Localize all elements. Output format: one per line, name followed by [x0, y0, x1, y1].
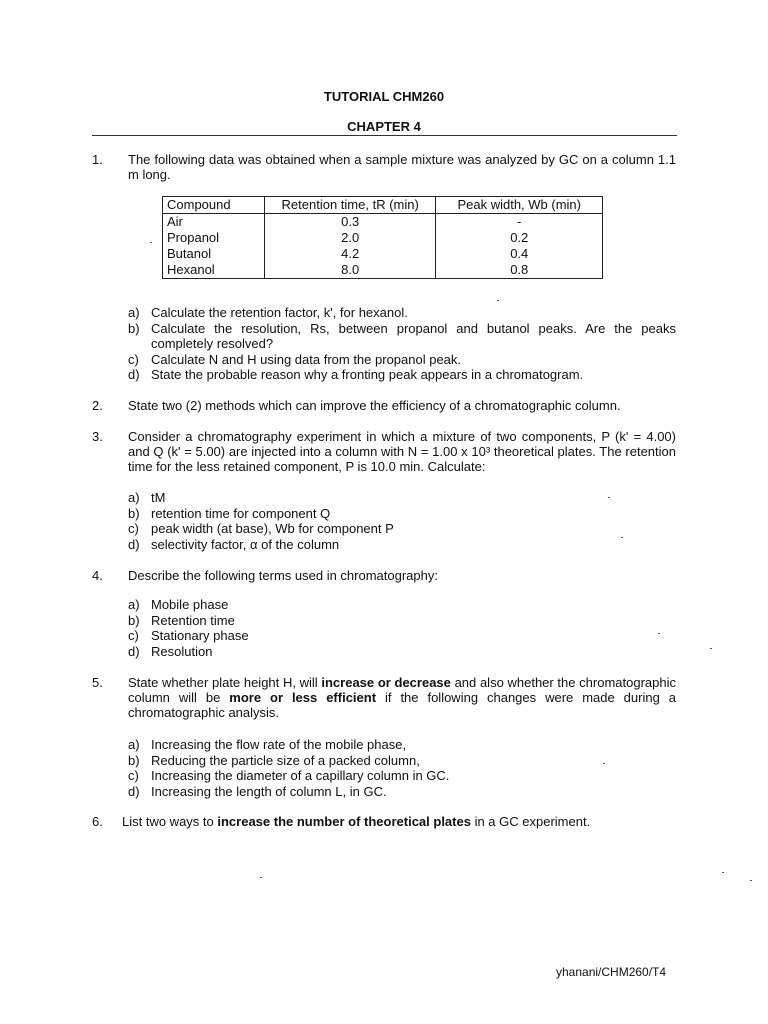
list-item: c) peak width (at base), Wb for component P [128, 521, 394, 536]
table-cell: Butanol [163, 246, 265, 262]
emphasis: increase the number of theoretical plates [217, 814, 471, 829]
question-4-number: 4. [92, 568, 103, 583]
question-6-number: 6. [92, 814, 103, 829]
table-header-row [163, 197, 603, 214]
list-item: b) Reducing the particle size of a packed column, [128, 752, 420, 768]
scan-speck [658, 633, 660, 634]
question-5-number: 5. [92, 675, 103, 690]
list-item: a) Calculate the retention factor, k', for hexanol. [128, 305, 408, 320]
table-cell: Propanol [163, 230, 265, 246]
scan-speck [603, 763, 605, 764]
emphasis: more or less efficient [229, 690, 377, 705]
chapter-heading: CHAPTER 4 [347, 119, 421, 134]
table-cell: 0.3 [264, 214, 436, 231]
table-row [163, 230, 603, 246]
table-header-retention-time: Retention time, tR (min) [264, 197, 436, 214]
question-3-text: Consider a chromatography experiment in which a mixture of two components, P (k' = 4.00) and Q (k' = 5.00) are injected into a column with N = 1.00 x 10³ theoretical plates. The retention time for the less retained component, P is 10.0 min. Calculate: [128, 429, 676, 474]
question-4-parts [128, 597, 676, 659]
table-cell: 8.0 [264, 262, 436, 279]
scan-speck [621, 537, 623, 538]
question-2-text: State two (2) methods which can improve the efficiency of a chromatographic column. [128, 398, 621, 413]
table-cell: Air [163, 214, 265, 231]
list-item: b) retention time for component Q [128, 505, 331, 521]
list-item: d) Resolution [128, 643, 213, 659]
list-item: b) Calculate the resolution, Rs, between propanol and butanol peaks. Are the peaks completely resolved? [128, 320, 676, 351]
table-cell: 0.2 [436, 230, 603, 246]
scan-speck [497, 300, 499, 301]
table-row [163, 246, 603, 262]
table-header-compound: Compound [163, 197, 265, 214]
table-row [163, 262, 603, 279]
question-1-parts [128, 305, 676, 383]
table-header-peak-width: Peak width, Wb (min) [436, 197, 603, 214]
scan-speck [750, 880, 752, 881]
question-1-text: The following data was obtained when a sample mixture was analyzed by GC on a column 1.1 m long. [128, 152, 676, 182]
table-row [163, 214, 603, 231]
question-4-text: Describe the following terms used in chromatography: [128, 568, 438, 583]
scan-speck [260, 877, 262, 878]
table-cell: - [436, 214, 603, 231]
list-item: d) selectivity factor, α of the column [128, 536, 340, 552]
list-item: d) Increasing the length of column L, in GC. [128, 783, 387, 799]
question-3-number: 3. [92, 429, 103, 444]
question-6-text: List two ways to increase the number of theoretical plates in a GC experiment. [122, 814, 591, 829]
question-2-number: 2. [92, 398, 103, 413]
scan-speck [710, 648, 712, 649]
table-cell: 4.2 [264, 246, 436, 262]
table-cell: 0.8 [436, 262, 603, 279]
table-cell: Hexanol [163, 262, 265, 279]
list-item: a) Increasing the flow rate of the mobile phase, [128, 737, 407, 752]
footer-reference: yhanani/CHM260/T4 [556, 965, 667, 979]
emphasis: increase or decrease [321, 675, 451, 690]
document-title: TUTORIAL CHM260 [323, 89, 445, 104]
question-3-parts [128, 490, 676, 552]
question-5-parts [128, 737, 676, 799]
header-divider [92, 135, 677, 136]
list-item: c) Stationary phase [128, 628, 249, 643]
scan-speck [722, 872, 724, 873]
scan-speck [150, 242, 152, 243]
scan-speck [608, 497, 610, 498]
list-item: d) State the probable reason why a fronting peak appears in a chromatogram. [128, 367, 584, 382]
list-item: b) Retention time [128, 612, 235, 628]
table-cell: 0.4 [436, 246, 603, 262]
list-item: a) Mobile phase [128, 597, 229, 612]
list-item: c) Calculate N and H using data from the propanol peak. [128, 351, 462, 367]
gc-data-table [162, 196, 603, 279]
table-cell: 2.0 [264, 230, 436, 246]
question-1-number: 1. [92, 152, 103, 167]
list-item: c) Increasing the diameter of a capillary column in GC. [128, 768, 450, 783]
question-5-text: State whether plate height H, will increase or decrease and also whether the chromatographic column will be more or less efficient if the following changes were made during a chromatographic analysis. [128, 675, 676, 720]
list-item: a) tM [128, 490, 166, 505]
